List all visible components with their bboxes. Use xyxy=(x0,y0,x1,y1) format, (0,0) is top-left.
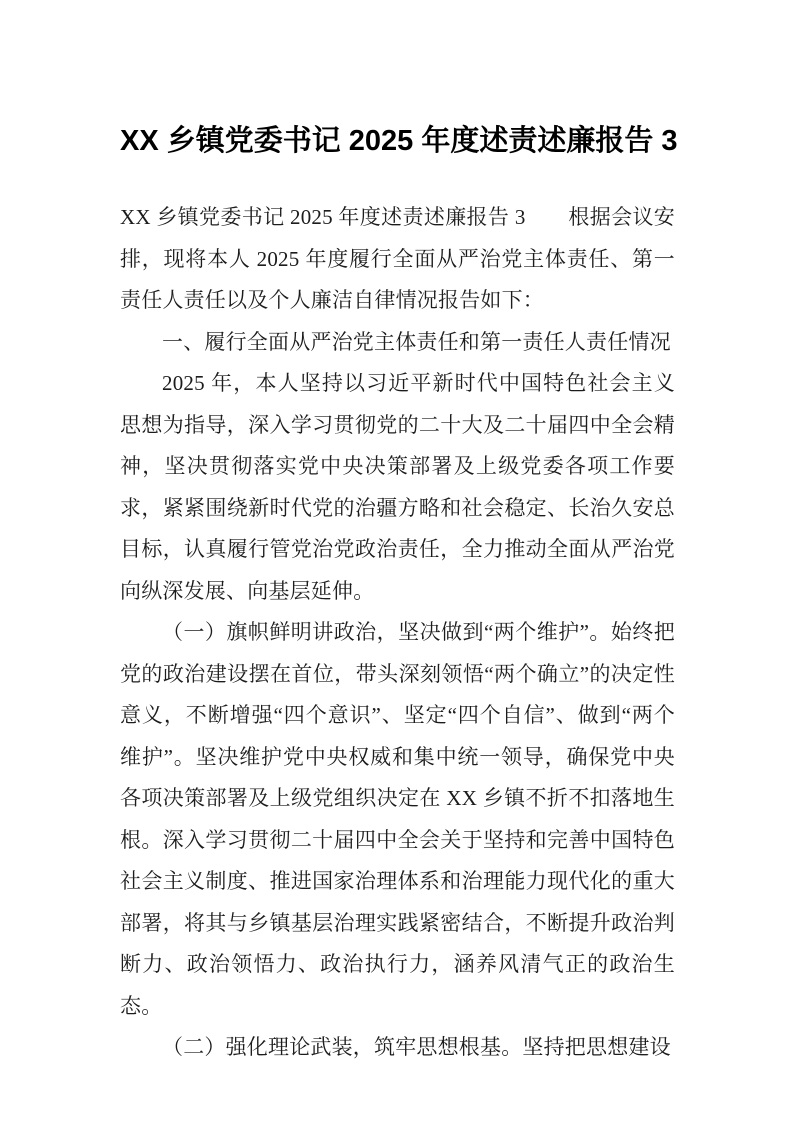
paragraph-opening: XX 乡镇党委书记 2025 年度述责述廉报告 3 根据会议安排，现将本人 2025 年度履行全面从严治党主体责任、第一责任人责任以及个人廉洁自律情况报告如下： xyxy=(120,205,675,312)
paragraph-item-2: （二）强化理论武装，筑牢思想根基。坚持把思想建设 xyxy=(162,1035,671,1059)
paragraph-item-1: （一）旗帜鲜明讲政治，坚决做到“两个维护”。始终把党的政治建设摆在首位，带头深刻领悟“两个确立”的决定性意义，不断增强“四个意识”、坚定“四个自信”、做到“两个维护”。坚决维护党中央权威和集中统一领导，确保党中央各项决策部署及上级党组织决定在 XX 乡镇不折不扣落地生根。深入学习贯彻二十届四中全会关于坚持和完善中国特色社会主义制度、推进国家治理体系和治理能力现代化的重大部署，将其与乡镇基层治理实践紧密结合，不断提升政治判断力、政治领悟力、政治执行力，涵养风清气正的政治生态。 xyxy=(120,620,675,1018)
document-body xyxy=(120,197,675,1069)
document-title: XX 乡镇党委书记 2025 年度述责述廉报告 3 xyxy=(120,125,678,157)
paragraph-overview: 2025 年，本人坚持以习近平新时代中国特色社会主义思想为指导，深入学习贯彻党的二十大及二十届四中全会精神，坚决贯彻落实党中央决策部署及上级党委各项工作要求，紧紧围绕新时代党的治疆方略和社会稳定、长治久安总目标，认真履行管党治党政治责任，全力推动全面从严治党向纵深发展、向基层延伸。 xyxy=(120,371,675,603)
section-heading-1: 一、履行全面从严治党主体责任和第一责任人责任情况 xyxy=(162,329,671,354)
